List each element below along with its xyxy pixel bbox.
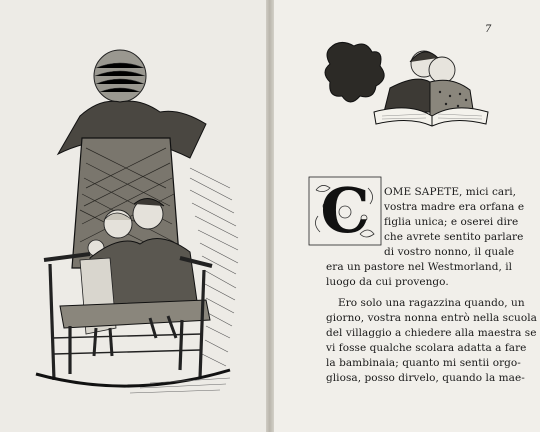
text-line: gliosa, posso dirvelo, quando la mae- <box>326 372 525 384</box>
text-line: del villaggio a chiedere alla maestra se <box>326 327 537 339</box>
text-line: figlia unica; e oserei dire <box>384 216 519 228</box>
text-line: luogo da cui provengo. <box>326 276 449 288</box>
drop-cap-letter: C <box>320 174 370 247</box>
text-line: OME SAPETE, mici cari, <box>384 186 517 198</box>
text-line: di vostro nonno, il quale <box>384 246 515 258</box>
text-line: la bambinaia; quanto mi sentii orgo- <box>326 357 521 369</box>
children-reading-vignette <box>320 38 490 128</box>
text-line: era un pastore nel Westmorland, il <box>326 261 513 273</box>
text-line: Ero solo una ragazzina quando, un <box>338 297 525 309</box>
page-number: 7 <box>485 24 492 35</box>
text-line: vostra madre era orfana e <box>384 201 525 213</box>
rocking-chair-illustration <box>30 38 240 398</box>
book-gutter <box>266 0 274 432</box>
drop-cap <box>308 176 382 246</box>
text-line: vi fosse qualche scolara adatta a fare <box>326 342 527 354</box>
text-line: giorno, vostra nonna entrò nella scuola <box>326 312 537 324</box>
text-line: che avrete sentito parlare <box>384 231 524 243</box>
